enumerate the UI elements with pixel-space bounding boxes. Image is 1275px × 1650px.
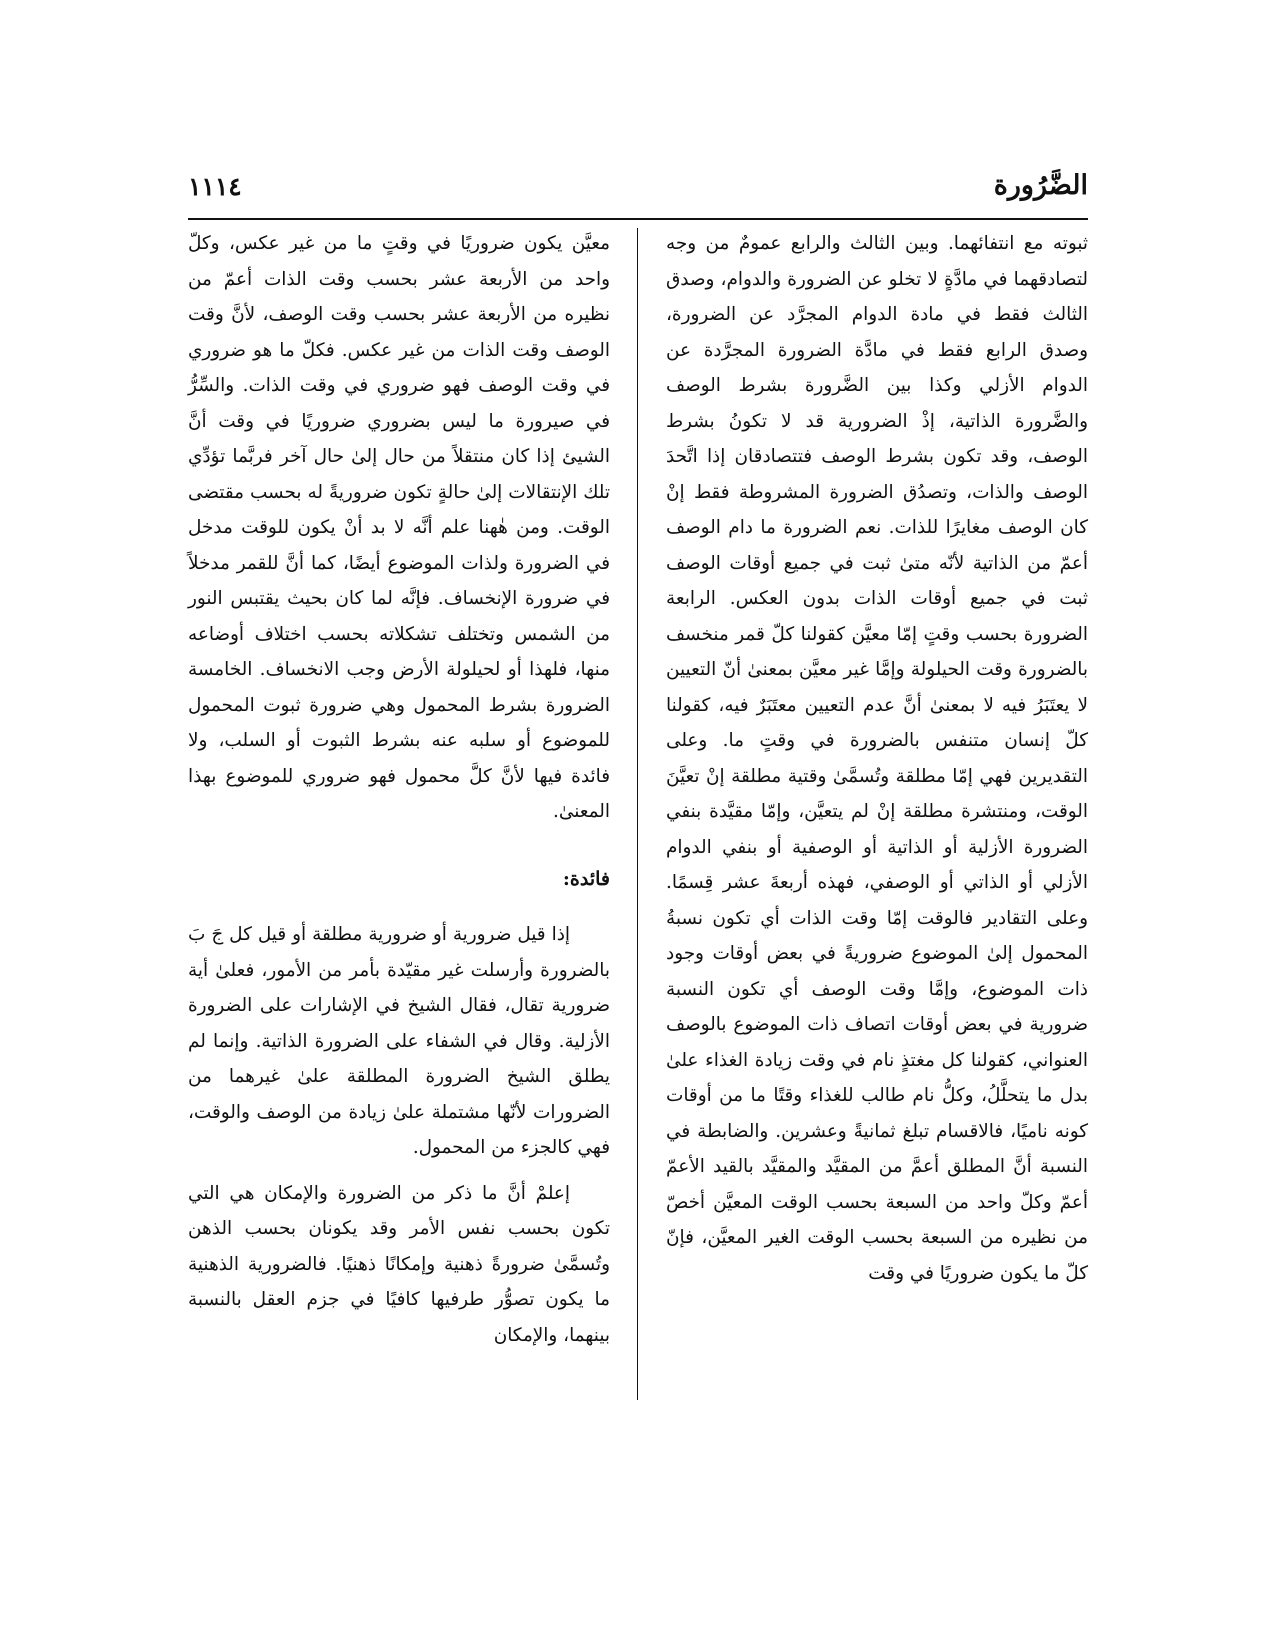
paragraph: إذا قيل ضرورية أو ضرورية مطلقة أو قيل كل جَ بَ بالضرورة وأرسلت غير مقيّدة بأمر من الأمور، فعلىٰ أية ضرورية تقال، فقال الشيخ في الإشارات على الضرورة الأزلية. وقال في الشفاء على الضرورة الذاتية. وإنما لم يطلق الشيخ الضرورة المطلقة علىٰ غيرهما من الضرورات لأنّها مشتملة علىٰ زيادة من الوصف والوقت، فهي كالجزء من المحمول. [188,924,610,1158]
page-header [188,170,1088,214]
running-title: الضَّرُورة [993,170,1088,201]
column-divider [637,228,638,1400]
paragraph: ثبوته مع انتفائهما. وبين الثالث والرابع عمومٌ من وجه لتصادقهما في مادَّةٍ لا تخلو عن الضرورة والدوام، وصدق الثالث فقط في مادة الدوام المجرَّد عن الضرورة، وصدق الرابع فقط في مادَّة الضرورة المجرَّدة عن الدوام الأزلي وكذا بين الضَّرورة بشرط الوصف والضَّرورة الذاتية، إذْ الضرورية قد لا تكونُ بشرط الوصف، وقد تكون بشرط الوصف فتتصادقان إذا اتَّحدَ الوصف والذات، وتصدُق الضرورة المشروطة فقط إنْ كان الوصف مغايرًا للذات. نعم الضرورة ما دام الوصف أعمّ من الذاتية لأنّه متىٰ ثبت في جميع أوقات الوصف ثبت في جميع أوقات الذات بدون العكس. الرابعة الضرورة بحسب وقتٍ إمّا معيَّن كقولنا كلّ قمر منخسف بالضرورة وقت الحيلولة وإمَّا غير معيَّن بمعنىٰ أنّ التعيين لا يعتَبَرُ فيه لا بمعنىٰ أنَّ عدم التعيين معتَبَرٌ فيه، كقولنا كلّ إنسان متنفس بالضرورة في وقتٍ ما. وعلى التقديرين فهي إمّا مطلقة وتُسمَّىٰ وقتية مطلقة إنْ تعيَّنَ الوقت، ومنتشرة مطلقة إنْ لم يتعيَّن، وإمّا مقيَّدة بنفي الضرورة الأزلية أو الذاتية أو الوصفية أو بنفي الدوام الأزلي أو الذاتي أو الوصفي، فهذه أربعةَ عشر قِسمًا. وعلى التقادير فالوقت إمّا وقت الذات أي تكون نسبةُ المحمول إلىٰ الموضوع ضروريةً في بعض أوقات وجود ذات الموضوع، وإمَّا وقت الوصف أي تكون النسبة ضرورية في بعض أوقات اتصاف ذات الموضوع بالوصف العنواني، كقولنا كل مغتذٍ نام في وقت زيادة الغذاء علىٰ بدل ما يتحلَّلُ، وكلُّ نام طالب للغذاء وقتًا ما من أوقات كونه ناميًا، فالاقسام تبلغ ثمانيةً وعشرين. والضابطة في النسبة أنَّ المطلق أعمَّ من المقيَّد والمقيَّد بالقيد الأعمّ أعمّ وكلّ واحد من السبعة بحسب الوقت المعيَّن أخصّ من نظيره من السبعة بحسب الوقت الغير المعيَّن، فإنّ كلّ ما يكون ضروريًا في وقت [666,233,1088,1284]
right-column [666,226,1088,1291]
paragraph: معيَّن يكون ضروريًا في وقتٍ ما من غير عكس، وكلّ واحد من الأربعة عشر بحسب وقت الذات أعمّ من نظيره من الأربعة عشر بحسب وقت الوصف، لأنَّ وقت الوصف وقت الذات من غير عكس. فكلّ ما هو ضروري في وقت الوصف فهو ضروري في وقت الذات. والسِّرُّ في صيرورة ما ليس بضروري ضروريًا في وقت أنَّ الشيئ إذا كان منتقلاً من حال إلىٰ حال آخر فربَّما تؤدِّي تلك الإنتقالات إلىٰ حالةٍ تكون ضروريةً له بحسب مقتضى الوقت. ومن هٰهنا علم أنَّه لا بد أنْ يكون للوقت مدخل في الضرورة ولذات الموضوع أيضًا، كما أنَّ للقمر مدخلاً في ضرورة الإنخساف. فإنَّه لما كان بحيث يقتبس النور من الشمس وتختلف تشكلاته بحسب اختلاف أوضاعه منها، فلهذا أو لحيلولة الأرض وجب الانخساف. الخامسة الضرورة بشرط المحمول وهي ضرورة ثبوت المحمول للموضوع أو سلبه عنه بشرط الثبوت أو السلب، ولا فائدة فيها لأنَّ كلَّ محمول فهو ضروري للموضوع بهذا المعنىٰ. [188,233,610,822]
left-column [188,226,610,1353]
section-heading: فائدة: [562,867,610,890]
header-rule [188,218,1088,220]
page-number: ١١١٤ [188,172,242,201]
paragraph: إعلمْ أنَّ ما ذكر من الضرورة والإمكان هي التي تكون بحسب نفس الأمر وقد يكونان بحسب الذهن وتُسمَّىٰ ضرورةً ذهنية وإمكانًا ذهنيًا. فالضرورية الذهنية ما يكون تصوُّر طرفيها كافيًا في جزم العقل بالنسبة بينهما، والإمكان [188,1182,610,1346]
